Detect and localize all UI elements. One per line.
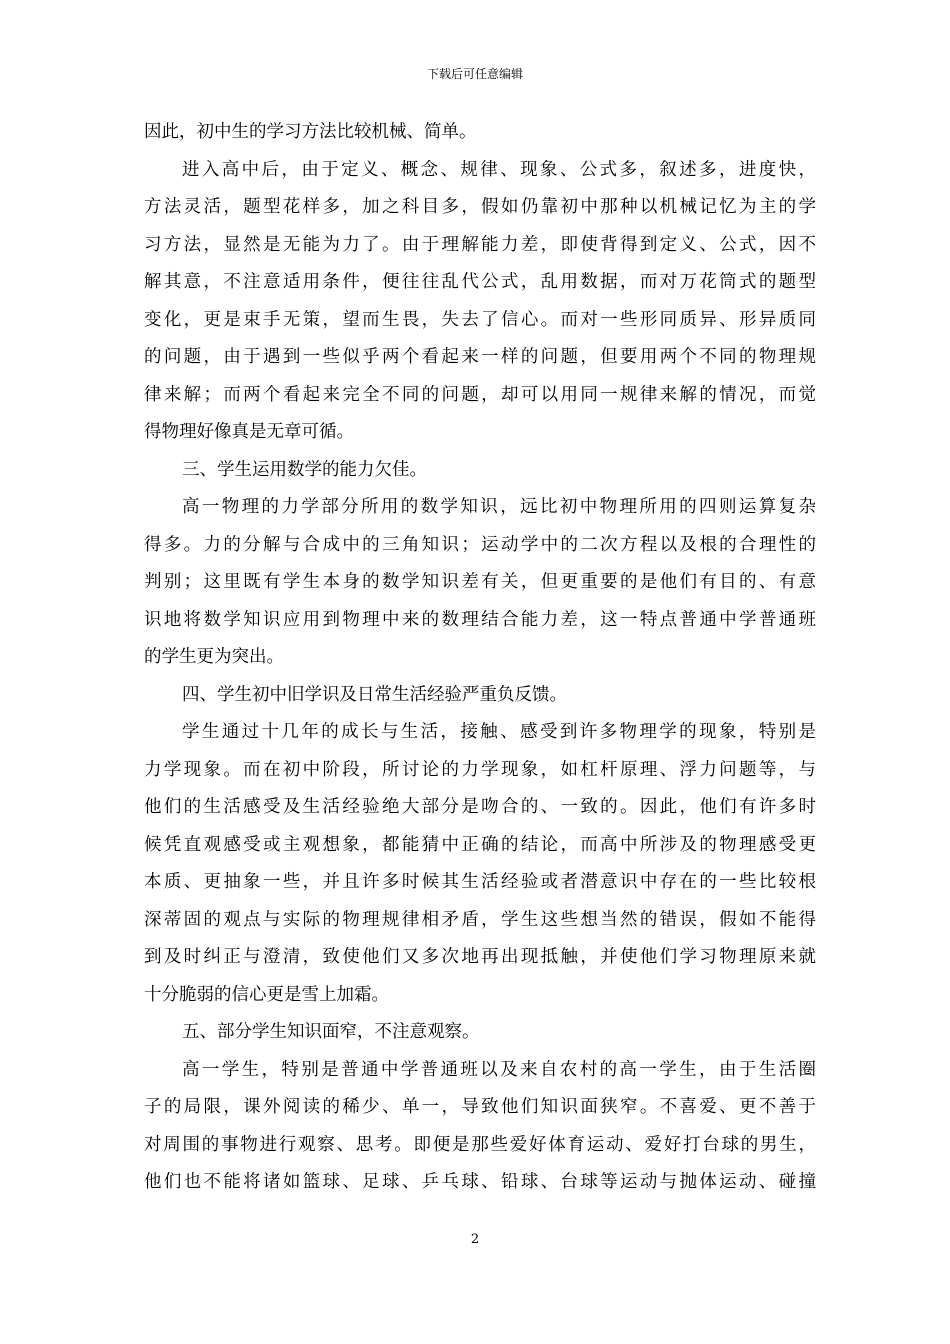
text-line: 习方法，显然是无能为力了。由于理解能力差，即使背得到定义、公式，因不 [144, 234, 816, 255]
text-line: 律来解；而两个看起来完全不同的问题，却可以用同一规律来解的情况，而觉 [144, 384, 816, 405]
text-line: 他们也不能将诸如篮球、足球、乒乓球、铅球、台球等运动与抛体运动、碰撞 [144, 1172, 816, 1192]
text-line: 判别；这里既有学生本身的数学知识差有关，但更重要的是他们有目的、有意 [144, 572, 816, 592]
text-line: 变化，更是束手无策，望而生畏，失去了信心。而对一些形同质异、形异质同 [144, 309, 816, 330]
text-line: 对周围的事物进行观察、思考。即便是那些爱好体育运动、爱好打台球的男生， [144, 1134, 816, 1155]
text-line: 得物理好像真是无章可循。 [144, 422, 354, 442]
text-line: 本质、更抽象一些，并且许多时候其生活经验或者潜意识中存在的一些比较根 [144, 872, 816, 892]
text-line: 到及时纠正与澄清，致使他们又多次地再出现抵触，并使他们学习物理原来就 [144, 947, 816, 967]
text-line: 因此，初中生的学习方法比较机械、简单。 [144, 122, 477, 142]
text-line: 五、部分学生知识面窄，不注意观察。 [182, 1022, 480, 1042]
text-line: 他们的生活感受及生活经验绝大部分是吻合的、一致的。因此，他们有许多时 [144, 797, 816, 817]
text-line: 四、学生初中旧学识及日常生活经验严重负反馈。 [182, 684, 567, 705]
text-line: 识地将数学知识应用到物理中来的数理结合能力差，这一特点普通中学普通班 [144, 609, 816, 630]
text-line: 方法灵活，题型花样多，加之科目多，假如仍靠初中那种以机械记忆为主的学 [144, 197, 816, 217]
text-line: 力学现象。而在初中阶段，所讨论的力学现象，如杠杆原理、浮力问题等，与 [144, 759, 816, 780]
text-line: 高一学生，特别是普通中学普通班以及来自农村的高一学生，由于生活圈 [182, 1059, 816, 1080]
body-text [144, 114, 816, 1202]
text-line: 的问题，由于遇到一些似乎两个看起来一样的问题，但要用两个不同的物理规 [144, 347, 816, 367]
text-line: 的学生更为突出。 [144, 647, 284, 667]
page-header: 下载后可任意编辑 [426, 67, 523, 81]
text-line: 进入高中后，由于定义、概念、规律、现象、公式多，叙述多，进度快， [182, 159, 816, 180]
text-line: 深蒂固的观点与实际的物理规律相矛盾，学生这些想当然的错误，假如不能得 [144, 909, 816, 930]
text-line: 学生通过十几年的成长与生活，接触、感受到许多物理学的现象，特别是 [182, 722, 816, 742]
text-line: 解其意，不注意适用条件，便往往乱代公式，乱用数据，而对万花筒式的题型 [144, 272, 816, 292]
text-line: 子的局限，课外阅读的稀少、单一，导致他们知识面狭窄。不喜爱、更不善于 [144, 1097, 816, 1117]
text-line: 十分脆弱的信心更是雪上加霜。 [144, 984, 389, 1005]
page-number: 2 [470, 1232, 480, 1247]
text-line: 候凭直观感受或主观想象，都能猜中正确的结论，而高中所涉及的物理感受更 [144, 834, 816, 855]
text-line: 得多。力的分解与合成中的三角知识；运动学中的二次方程以及根的合理性的 [144, 534, 816, 555]
text-line: 高一物理的力学部分所用的数学知识，远比初中物理所用的四则运算复杂 [182, 497, 816, 517]
text-line: 三、学生运用数学的能力欠佳。 [182, 459, 427, 480]
